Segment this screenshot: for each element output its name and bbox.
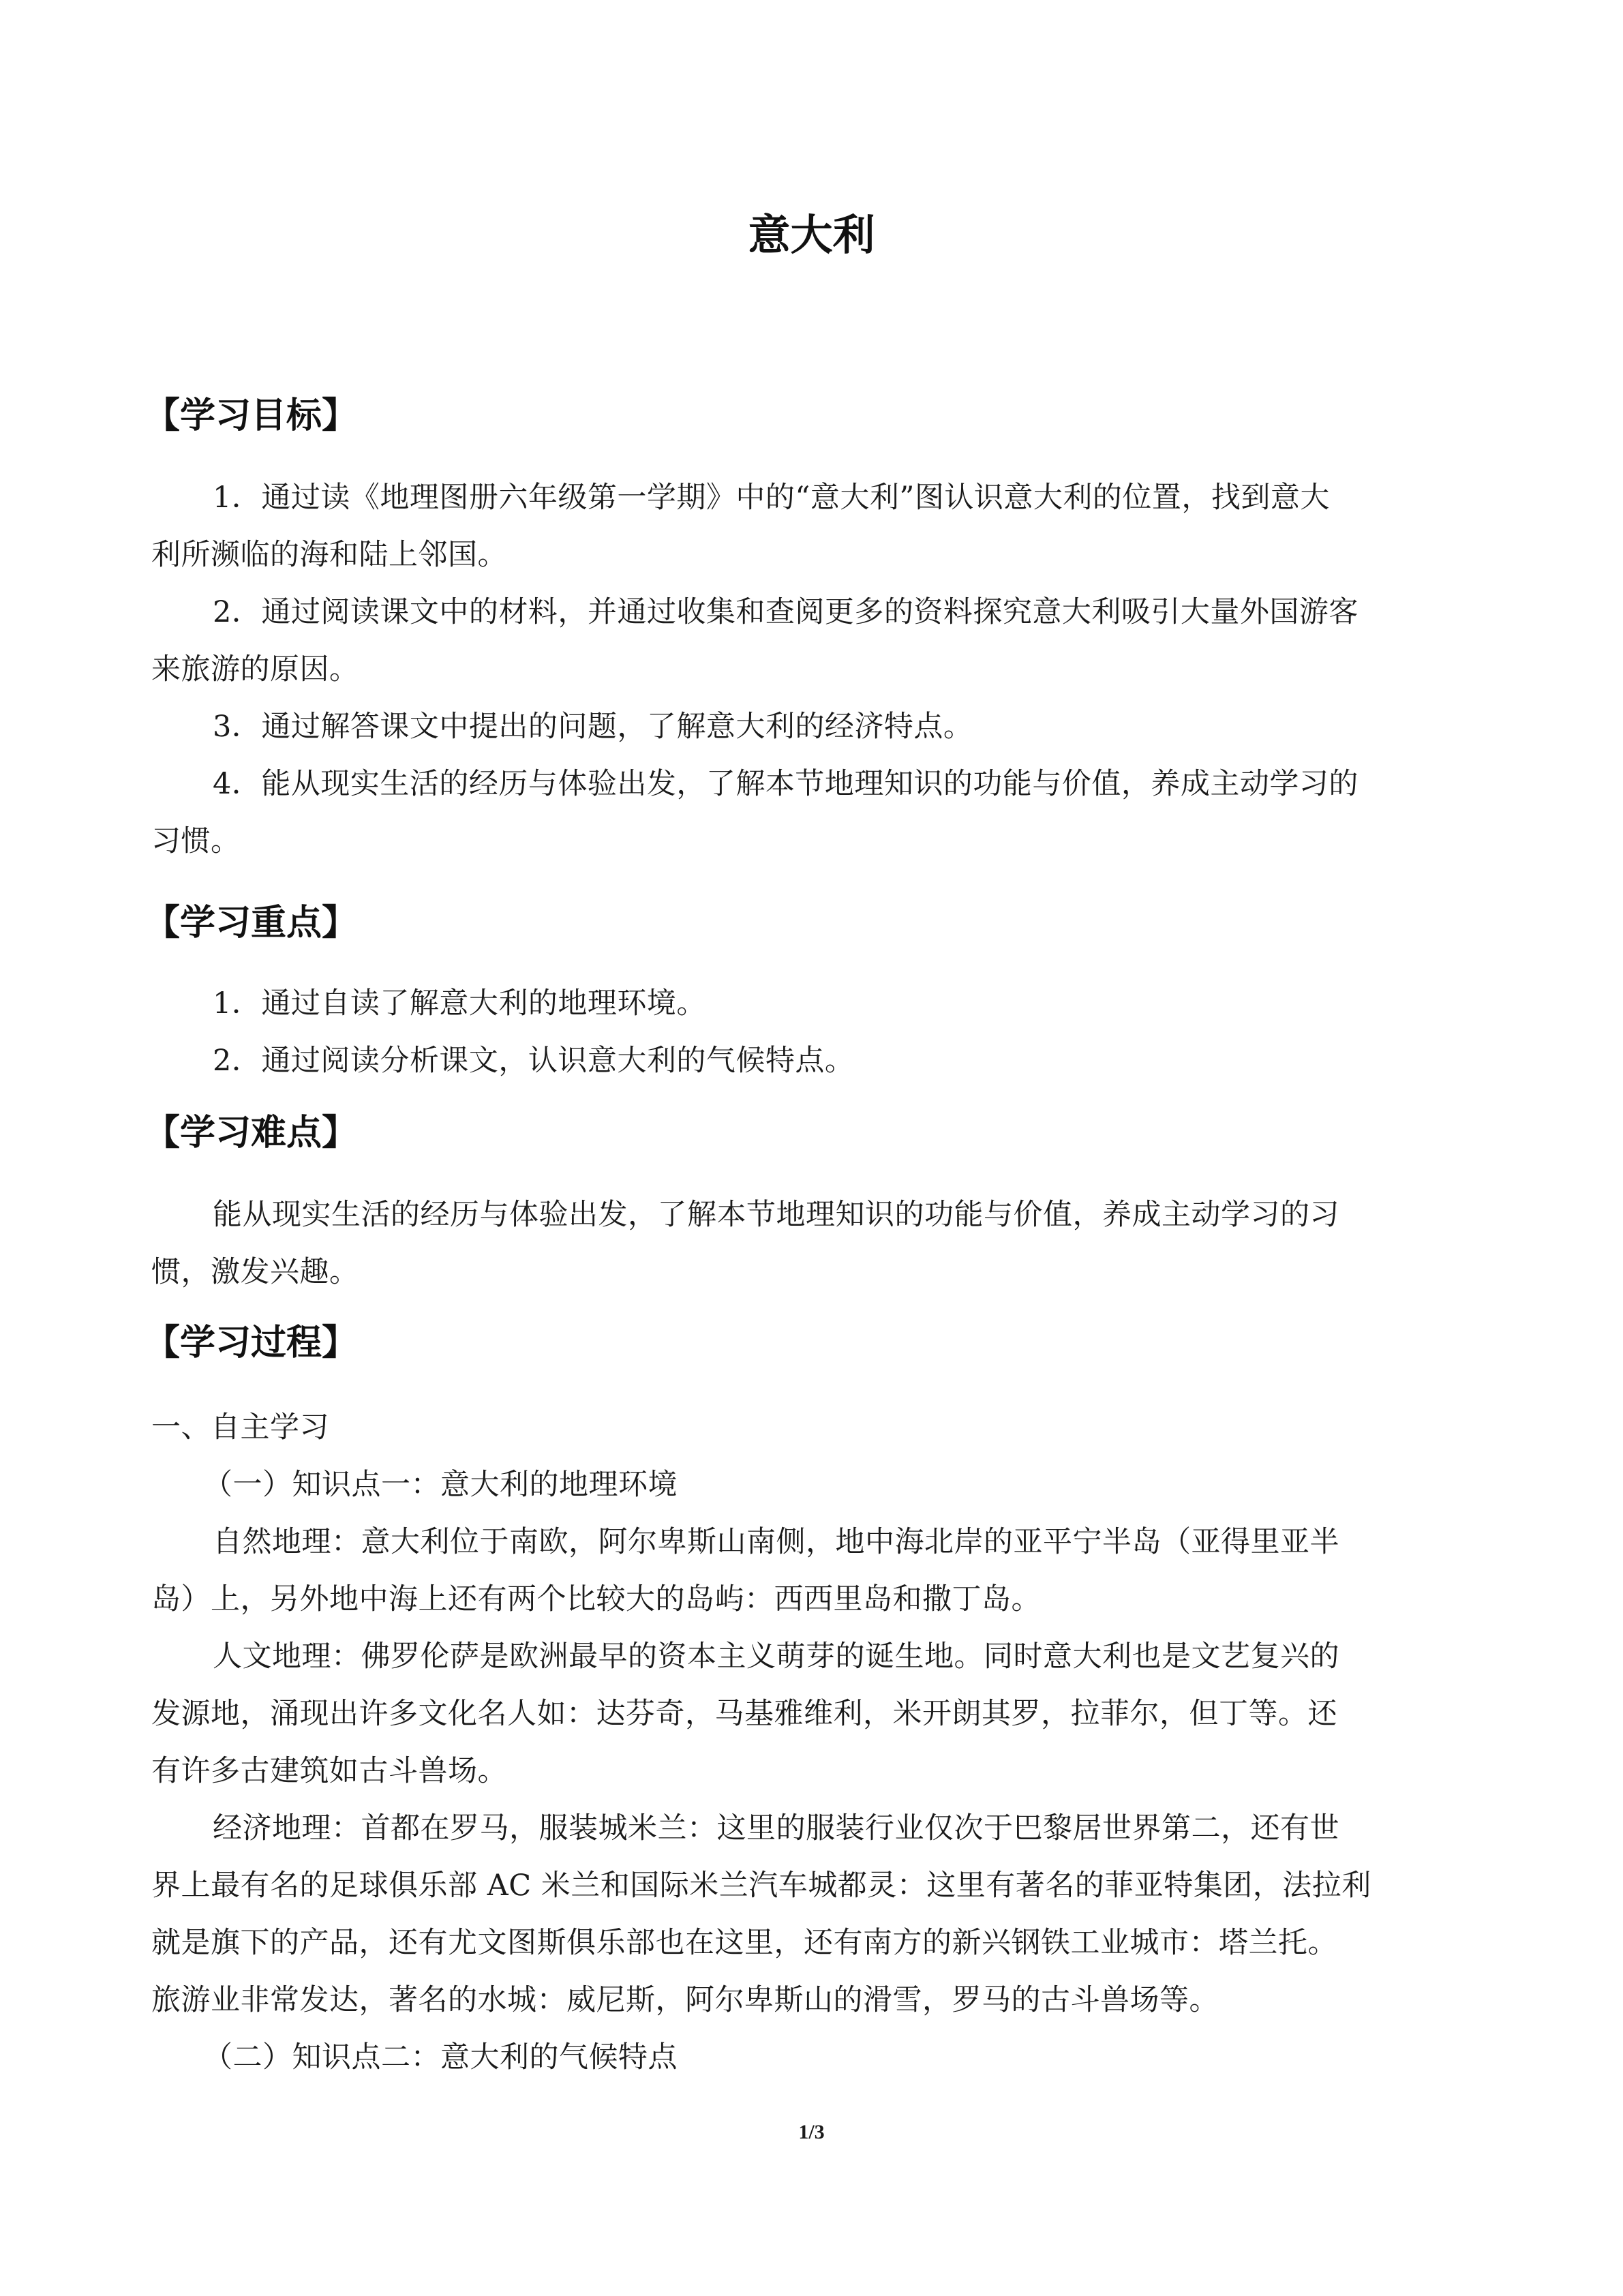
- part-heading: 一、自主学习: [151, 1410, 329, 1445]
- page-title: 意大利: [748, 210, 875, 260]
- knowledge-point-2: （二）知识点二：意大利的气候特点: [203, 2040, 678, 2074]
- text-line: 有许多古建筑如古斗兽场。: [151, 1754, 507, 1788]
- heading-difficulties: 【学习难点】: [145, 1113, 358, 1153]
- key-point-1: [151, 975, 1481, 1032]
- text-line: 能从现实生活的经历与体验出发，了解本节地理知识的功能与价值，养成主动学习的习: [213, 1198, 1339, 1232]
- text-line: 1．通过读《地理图册六年级第一学期》中的“意大利”图认识意大利的位置，找到意大: [213, 481, 1330, 515]
- heading-key-points: 【学习重点】: [145, 903, 358, 943]
- difficulty-text: [151, 1186, 1481, 1301]
- text-line: 旅游业非常发达，著名的水城：威尼斯，阿尔卑斯山的滑雪，罗马的古斗兽场等。: [151, 1983, 1219, 2017]
- heading-process: 【学习过程】: [145, 1323, 358, 1363]
- text-line: 3．通过解答课文中提出的问题，了解意大利的经济特点。: [213, 710, 973, 744]
- page-number: 1/3: [798, 2121, 825, 2143]
- text-line: 习惯。: [151, 824, 241, 858]
- process-body: [151, 1399, 1481, 2086]
- text-line: 就是旗下的产品，还有尤文图斯俱乐部也在这里，还有南方的新兴钢铁工业城市：塔兰托。: [151, 1926, 1337, 1960]
- objective-2: [151, 584, 1481, 698]
- knowledge-point-1: （一）知识点一：意大利的地理环境: [203, 1468, 678, 1502]
- text-line: 2．通过阅读分析课文，认识意大利的气候特点。: [213, 1044, 855, 1078]
- objective-1: [151, 469, 1481, 584]
- text-line: 界上最有名的足球俱乐部 AC 米兰和国际米兰汽车城都灵：这里有著名的菲亚特集团，法拉利: [151, 1869, 1371, 1903]
- objective-4: [151, 755, 1481, 870]
- text-line: 2．通过阅读课文中的材料，并通过收集和查阅更多的资料探究意大利吸引大量外国游客: [213, 595, 1359, 629]
- text-line: 人文地理：佛罗伦萨是欧洲最早的资本主义萌芽的诞生地。同时意大利也是文艺复兴的: [213, 1640, 1339, 1674]
- text-line: 岛）上，另外地中海上还有两个比较大的岛屿：西西里岛和撒丁岛。: [151, 1582, 1041, 1616]
- text-line: 发源地，涌现出许多文化名人如：达芬奇，马基雅维利，米开朗其罗，拉菲尔，但丁等。还: [151, 1697, 1337, 1731]
- text-line: 来旅游的原因。: [151, 652, 359, 686]
- heading-objectives: 【学习目标】: [145, 395, 358, 436]
- text-line: 自然地理：意大利位于南欧，阿尔卑斯山南侧，地中海北岸的亚平宁半岛（亚得里亚半: [213, 1525, 1339, 1559]
- text-line: 利所濒临的海和陆上邻国。: [151, 538, 507, 572]
- key-point-2: [151, 1032, 1481, 1089]
- text-line: 惯，激发兴趣。: [151, 1255, 359, 1289]
- text-line: 4．能从现实生活的经历与体验出发，了解本节地理知识的功能与价值，养成主动学习的: [213, 767, 1359, 801]
- text-line: 1．通过自读了解意大利的地理环境。: [213, 986, 706, 1021]
- objective-3: [151, 698, 1481, 755]
- text-line: 经济地理：首都在罗马，服装城米兰：这里的服装行业仅次于巴黎居世界第二，还有世: [213, 1811, 1339, 1845]
